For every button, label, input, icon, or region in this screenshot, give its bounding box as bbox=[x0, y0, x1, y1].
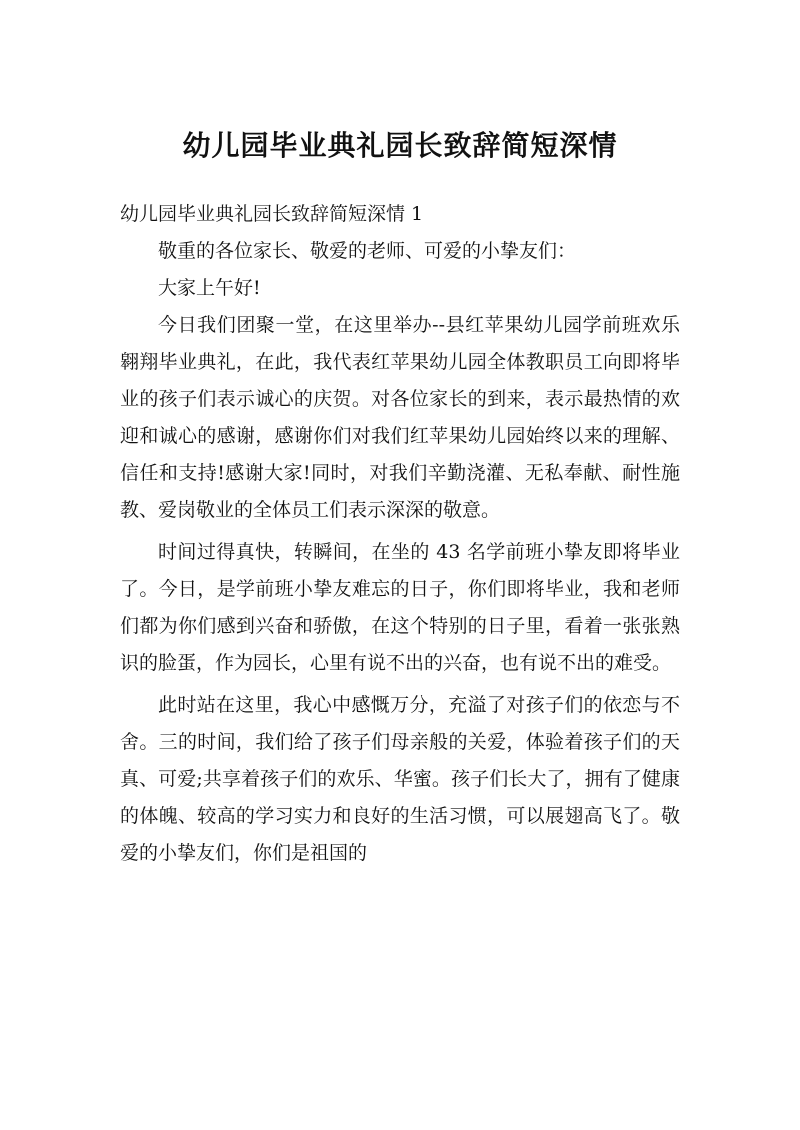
paragraph-salutation: 敬重的各位家长、敬爱的老师、可爱的小挚友们： bbox=[158, 240, 577, 262]
section-heading: 幼儿园毕业典礼园长致辞简短深情 1 bbox=[120, 203, 424, 225]
paragraph-greeting: 大家上午好! bbox=[158, 277, 261, 299]
document-body bbox=[120, 196, 680, 872]
document-title: 幼儿园毕业典礼园长致辞简短深情 bbox=[182, 129, 618, 162]
paragraph-reflection: 此时站在这里，我心中感慨万分，充溢了对孩子们的依恋与不舍。三的时间，我们给了孩子们母亲般的关爱，体验着孩子们的天真、可爱;共享着孩子们的欢乐、华蜜。孩子们长大了，拥有了健康的体魄、较高的学习实力和良好的生活习惯，可以展翅高飞了。敬爱的小挚友们，你们是祖国的 bbox=[120, 694, 680, 864]
paragraph-welcome: 今日我们团聚一堂，在这里举办--县红苹果幼儿园学前班欢乐翱翔毕业典礼，在此，我代表红苹果幼儿园全体教职员工向即将毕业的孩子们表示诚心的庆贺。对各位家长的到来，表示最热情的欢迎和诚心的感谢，感谢你们对我们红苹果幼儿园始终以来的理解、信任和支持!感谢大家!同时，对我们辛勤浇灌、无私奉献、耐性施教、爱岗敬业的全体员工们表示深深的敬意。 bbox=[120, 314, 680, 521]
paragraph-graduation: 时间过得真快，转瞬间，在坐的 43 名学前班小挚友即将毕业了。今日，是学前班小挚友难忘的日子，你们即将毕业，我和老师们都为你们感到兴奋和骄傲，在这个特别的日子里，看着一张张熟识的脸蛋，作为园长，心里有说不出的兴奋，也有说不出的难受。 bbox=[120, 541, 680, 674]
